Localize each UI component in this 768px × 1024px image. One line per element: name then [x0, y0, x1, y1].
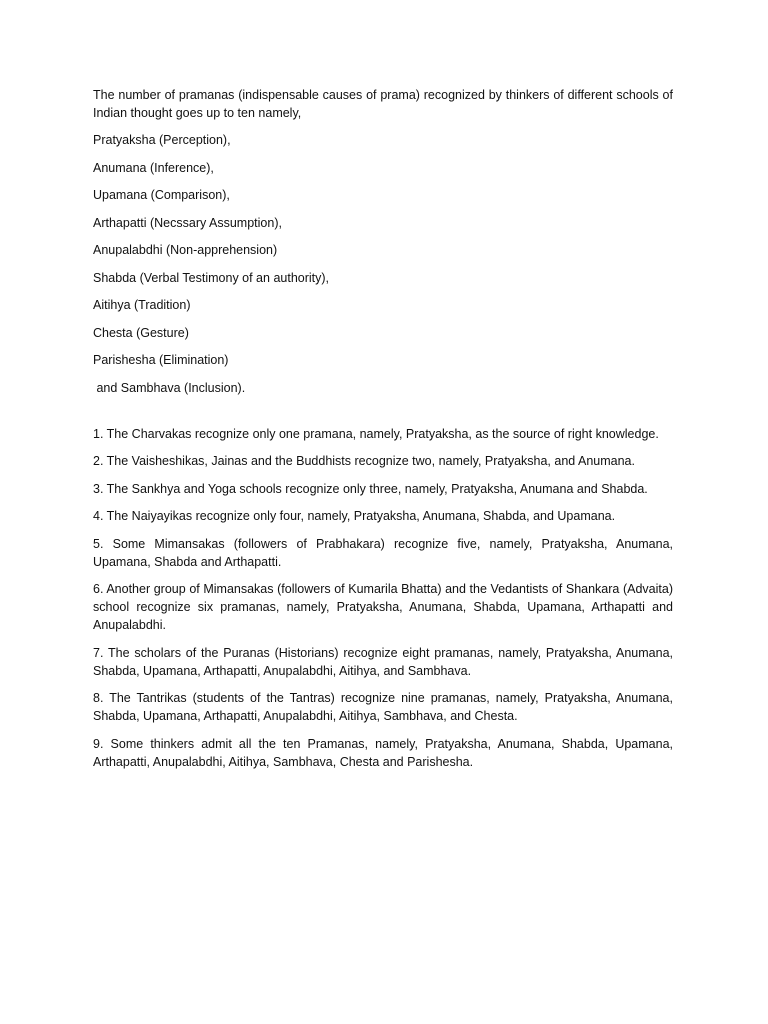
section-spacer	[93, 397, 673, 425]
school-paragraph: 4. The Naiyayikas recognize only four, namely, Pratyaksha, Anumana, Shabda, and Upamana.	[93, 509, 616, 523]
schools-list	[93, 425, 673, 771]
school-paragraph: 9. Some thinkers admit all the ten Pramanas, namely, Pratyaksha, Anumana, Shabda, Upamana, Arthapatti, Anupalabdhi, Aitihya, Sambhava, Chesta and Parishesha.	[93, 736, 673, 769]
pramana-item: Chesta (Gesture)	[93, 325, 189, 340]
pramana-item: Arthapatti (Necssary Assumption),	[93, 215, 282, 230]
document-page	[93, 86, 673, 780]
pramana-item: and Sambhava (Inclusion).	[93, 380, 246, 395]
pramana-item: Anupalabdhi (Non-apprehension)	[93, 243, 278, 257]
school-paragraph: 1. The Charvakas recognize only one pramana, namely, Pratyaksha, as the source of right knowledge.	[93, 426, 659, 441]
intro-paragraph: The number of pramanas (indispensable causes of prama) recognized by thinkers of different schools of Indian thought goes up to ten namely,	[93, 88, 673, 120]
pramana-item: Aitihya (Tradition)	[93, 298, 191, 312]
school-paragraph: 5. Some Mimansakas (followers of Prabhakara) recognize five, namely, Pratyaksha, Anumana, Upamana, Shabda and Arthapatti.	[93, 536, 673, 569]
pramana-list	[93, 131, 673, 397]
school-paragraph: 8. The Tantrikas (students of the Tantras) recognize nine pramanas, namely, Pratyaksha, Anumana, Shabda, Upamana, Arthapatti, Anupalabdhi, Aitihya, Sambhava, and Chesta.	[93, 691, 673, 723]
pramana-item: Shabda (Verbal Testimony of an authority),	[93, 270, 330, 285]
pramana-item: Anumana (Inference),	[93, 160, 214, 175]
pramana-item: Pratyaksha (Perception),	[93, 133, 231, 147]
school-paragraph: 3. The Sankhya and Yoga schools recognize only three, namely, Pratyaksha, Anumana and Shabda.	[93, 481, 648, 496]
school-paragraph: 2. The Vaisheshikas, Jainas and the Buddhists recognize two, namely, Pratyaksha, and Anumana.	[93, 454, 635, 468]
pramana-item: Upamana (Comparison),	[93, 188, 230, 202]
pramana-item: Parishesha (Elimination)	[93, 353, 229, 367]
school-paragraph: 6. Another group of Mimansakas (followers of Kumarila Bhatta) and the Vedantists of Shankara (Advaita) school recognize six pramanas, namely, Pratyaksha, Anumana, Shabda, Upamana, Arthapatti and Anupalabdhi.	[93, 582, 673, 632]
school-paragraph: 7. The scholars of the Puranas (Historians) recognize eight pramanas, namely, Pratyaksha, Anumana, Shabda, Upamana, Arthapatti, Anupalabdhi, Aitihya, and Sambhava.	[93, 645, 673, 678]
